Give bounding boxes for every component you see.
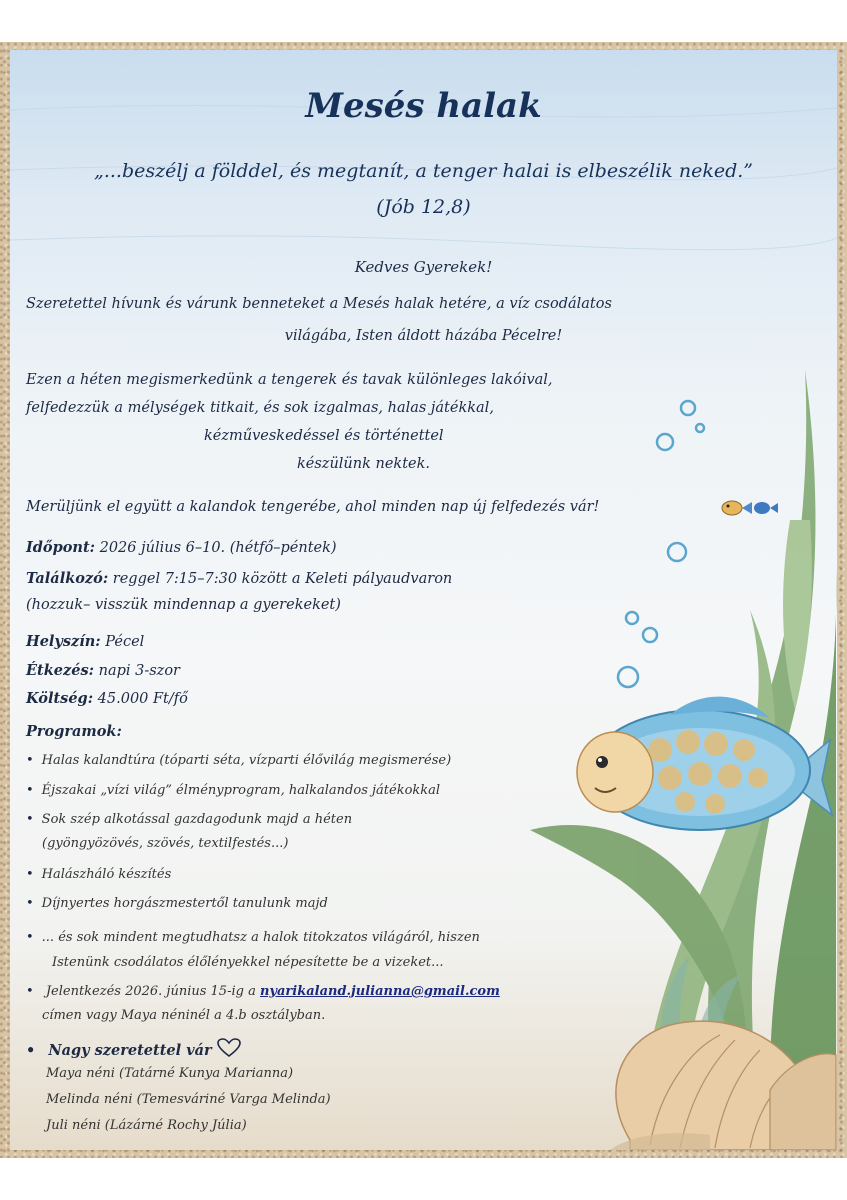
food-label: Étkezés: [26,662,94,679]
signup-prefix: Jelentkezés 2026. június 15-ig a [45,984,256,999]
food-row [26,662,180,679]
signer-2: Melinda néni (Temesváriné Varga Melinda) [46,1092,331,1107]
cost-label: Költség: [26,690,94,707]
meet-row [26,570,452,587]
time-row [26,539,337,556]
program-item-6-cont: Istenünk csodálatos élőlényekkel népesítette be a vizeket... [52,955,444,970]
dive-line: Merüljünk el együtt a kalandok tengerébe, ahol minden nap új felfedezés vár! [26,499,600,515]
flyer-card [10,50,837,1150]
fish-illustration [577,697,832,830]
meet-note: (hozzuk– visszük mindennap a gyerekeket) [26,597,341,613]
week-line-1: Ezen a héten megismerkedünk a tengerek és tavak különleges lakóival, [26,372,553,388]
cost-row [26,690,188,707]
place-label: Helyszín: [26,633,101,650]
program-item-3-note: (gyöngyözövés, szövés, textilfestés...) [42,836,289,851]
program-item-2: • Éjszakai „vízi világ” élményprogram, halkalandos játékokkal [26,783,440,798]
signup-line-2: címen vagy Maya néninél a 4.b osztályban. [42,1008,326,1023]
small-fish-icon [722,501,778,515]
week-line-2: felfedezzük a mélységek titkait, és sok izgalmas, halas játékkal, [26,400,494,416]
bible-quote: „...beszélj a földdel, és megtanít, a tenger halai is elbeszélik neked.” [93,160,754,182]
heart-icon [217,1038,241,1058]
closing-label: Nagy szeretettel vár [48,1042,212,1059]
cost-value: 45.000 Ft/fő [97,691,188,707]
meet-label: Találkozó: [26,570,109,587]
week-line-3: kézműveskedéssel és történettel [204,428,444,444]
time-value: 2026 július 6–10. (hétfő–péntek) [99,540,337,556]
meet-value: reggel 7:15–7:30 között a Keleti pályaudvaron [112,571,453,587]
food-value: napi 3-szor [98,663,180,679]
intro-line-1: Szeretettel hívunk és várunk benneteket a Mesés halak hetére, a víz csodálatos [26,296,612,312]
intro-line-2: világába, Isten áldott házába Pécelre! [284,328,563,344]
place-row [26,633,144,650]
program-item-3: • Sok szép alkotással gazdagodunk majd a héten [26,812,352,827]
program-item-4: • Halászháló készítés [26,867,171,882]
program-item-1: • Halas kalandtúra (tóparti séta, vízparti élővilág megismerése) [26,753,451,768]
time-label: Időpont: [26,539,95,556]
bible-reference: (Jób 12,8) [376,196,471,218]
bubbles-illustration [618,401,704,687]
signup-email-link[interactable]: nyarikaland.julianna@gmail.com [259,984,500,999]
program-item-5: • Díjnyertes horgászmestertől tanulunk majd [26,896,328,911]
closing-line [26,1038,241,1059]
programs-heading: Programok: [26,723,122,740]
week-line-4: készülünk nektek. [297,456,431,472]
signer-3: Juli néni (Lázárné Rochy Júlia) [46,1118,247,1133]
signer-1: Maya néni (Tatárné Kunya Marianna) [46,1066,294,1081]
greeting: Kedves Gyerekek! [354,258,493,276]
place-value: Pécel [105,634,145,650]
program-item-6: • ... és sok mindent megtudhatsz a halok titokzatos világáról, hiszen [26,930,480,945]
signup-line [26,984,500,999]
page-title: Mesés halak [305,86,542,126]
